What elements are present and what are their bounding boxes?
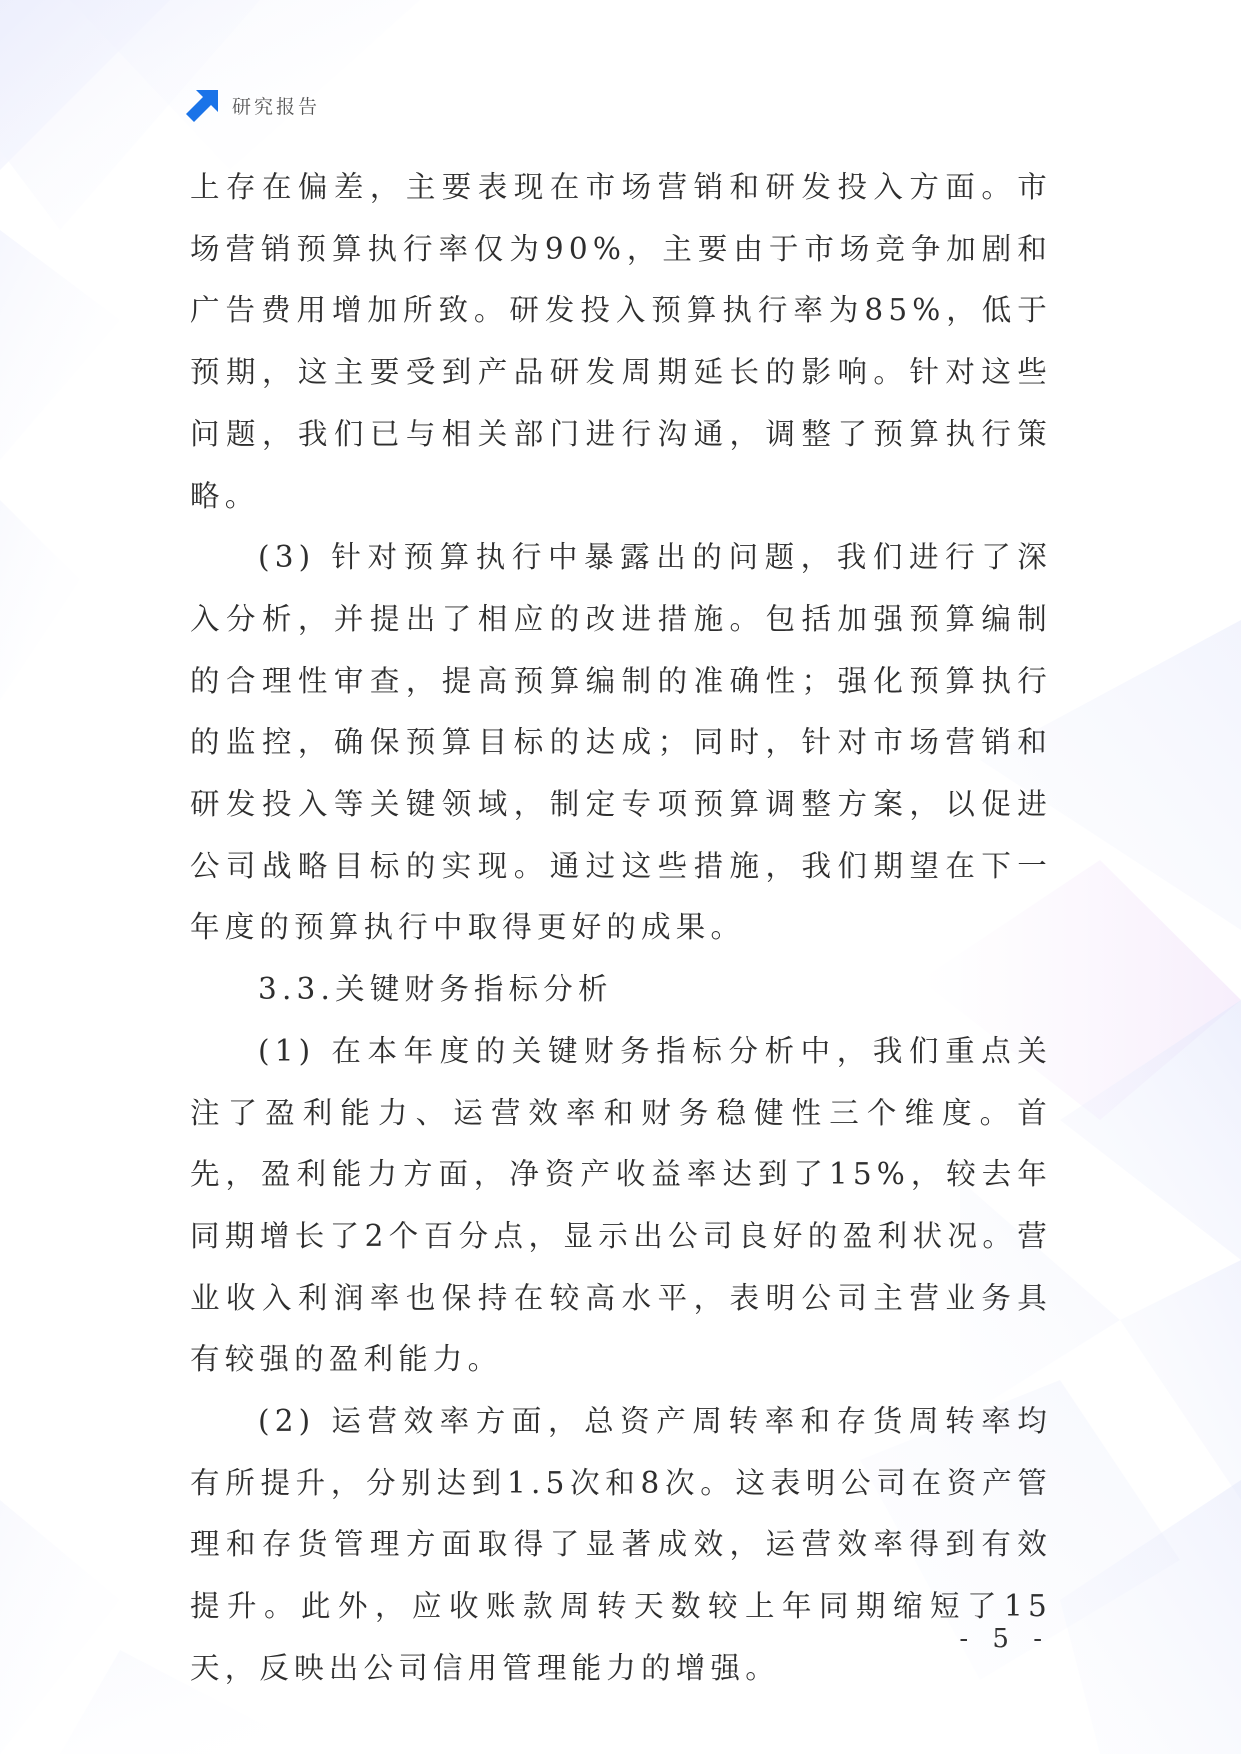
header-title: 研究报告 (232, 95, 321, 118)
paragraph-budget-deviation: 上存在偏差，主要表现在市场营销和研发投入方面。市场营销预算执行率仅为90%，主要由于市场竞争加剧和广告费用增加所致。研发投入预算执行率为85%，低于预期，这主要受到产品研发周期延长的影响。针对这些问题，我们已与相关部门进行沟通，调整了预算执行策略。 (190, 170, 1052, 513)
page-number: - 5 - (959, 1624, 1050, 1654)
paragraph-profitability: (1) 在本年度的关键财务指标分析中，我们重点关注了盈利能力、运营效率和财务稳健性三个维度。首先，盈利能力方面，净资产收益率达到了15%，较去年同期增长了2个百分点，显示出公司良好的盈利状况。营业收入利润率也保持在较高水平，表明公司主营业务具有较强的盈利能力。 (190, 1033, 1052, 1377)
paragraph-operational-efficiency: (2) 运营效率方面，总资产周转率和存货周转率均有所提升，分别达到1.5次和8次。这表明公司在资产管理和存货管理方面取得了显著成效，运营效率得到有效提升。此外，应收账款周转天数较上年同期缩短了15天，反映出公司信用管理能力的增强。 (190, 1404, 1052, 1685)
section-heading: 3.3.关键财务指标分析 (258, 972, 613, 1007)
report-header (186, 88, 320, 122)
document-body (190, 157, 1052, 1700)
paragraph-improvement-measures: (3) 针对预算执行中暴露出的问题，我们进行了深入分析，并提出了相应的改进措施。包括加强预算编制的合理性审查，提高预算编制的准确性；强化预算执行的监控，确保预算目标的达成；同时，针对市场营销和研发投入等关键领域，制定专项预算调整方案，以促进公司战略目标的实现。通过这些措施，我们期望在下一年度的预算执行中取得更好的成果。 (190, 540, 1052, 945)
arrow-up-right-icon (186, 88, 220, 122)
